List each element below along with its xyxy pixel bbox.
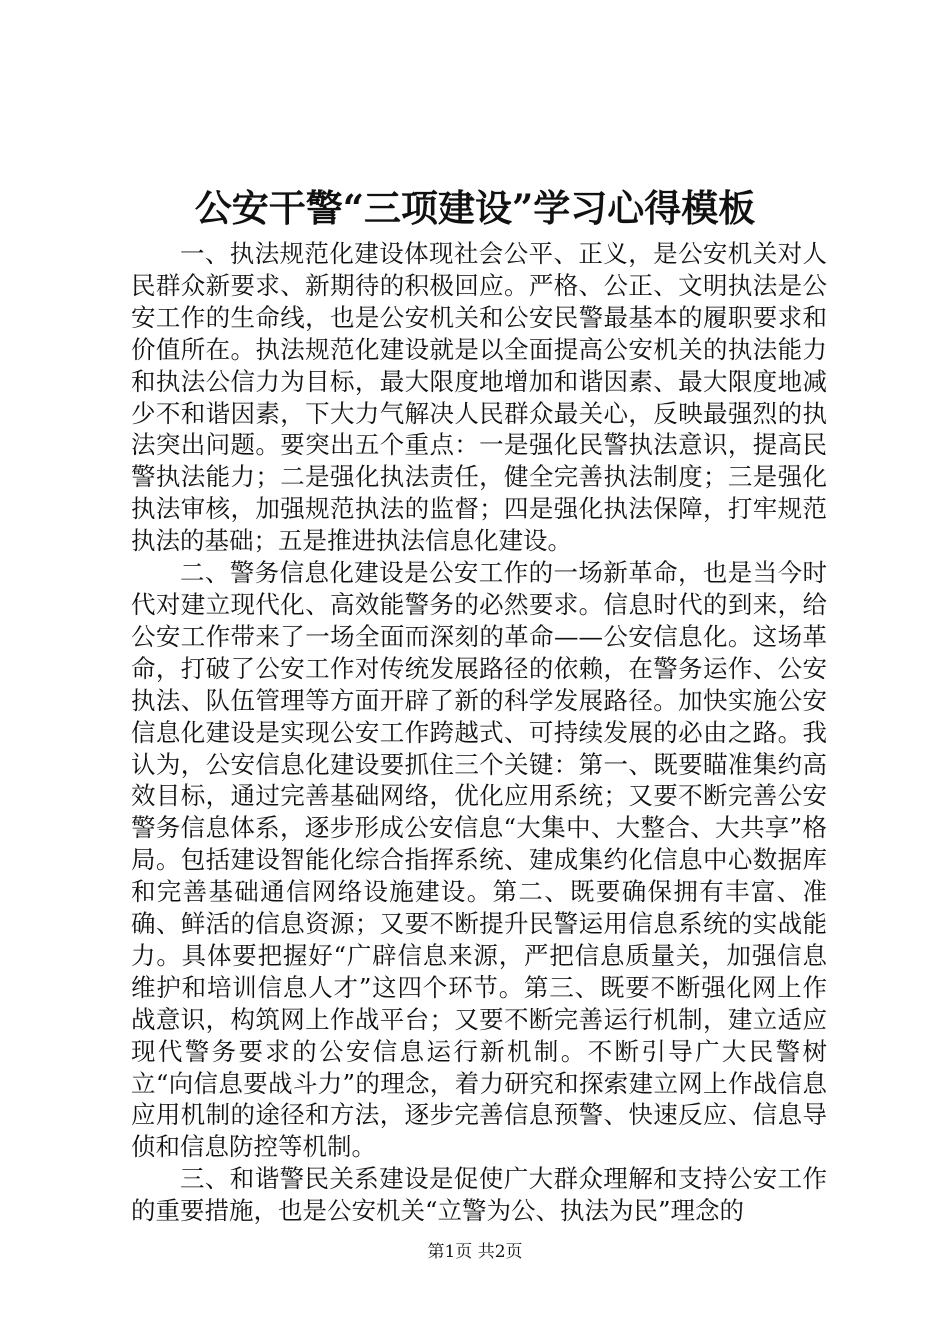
document-title: 公安干警“三项建设”学习心得模板 (194, 186, 756, 230)
paragraph-3: 三、和谐警民关系建设是促使广大群众理解和支持公安工作的重要措施，也是公安机关“立警为公、执法为民”理念的 (131, 1164, 827, 1226)
paragraph-1: 一、执法规范化建设体现社会公平、正义，是公安机关对人民群众新要求、新期待的积极回应。严格、公正、文明执法是公安工作的生命线，也是公安机关和公安民警最基本的履职要求和价值所在。执法规范化建设就是以全面提高公安机关的执法能力和执法公信力为目标，最大限度地增加和谐因素、最大限度地减少不和谐因素，下大力气解决人民群众最关心，反映最强烈的执法突出问题。要突出五个重点：一是强化民警执法意识，提高民警执法能力；二是强化执法责任，健全完善执法制度；三是强化执法审核，加强规范执法的监督；四是强化执法保障，打牢规范执法的基础；五是推进执法信息化建设。 (131, 239, 827, 556)
paragraph-2: 二、警务信息化建设是公安工作的一场新革命，也是当今时代对建立现代化、高效能警务的必然要求。信息时代的到来，给公安工作带来了一场全面而深刻的革命——公安信息化。这场革命，打破了公安工作对传统发展路径的依赖，在警务运作、公安执法、队伍管理等方面开辟了新的科学发展路径。加快实施公安信息化建设是实现公安工作跨越式、可持续发展的必由之路。我认为，公安信息化建设要抓住三个关键：第一、既要瞄准集约高效目标，通过完善基础网络，优化应用系统；又要不断完善公安警务信息体系，逐步形成公安信息“大集中、大整合、大共享”格局。包括建设智能化综合指挥系统、建成集约化信息中心数据库和完善基础通信网络设施建设。第二、既要确保拥有丰富、准确、鲜活的信息资源；又要不断提升民警运用信息系统的实战能力。具体要把握好“广辟信息来源，严把信息质量关，加强信息维护和培训信息人才”这四个环节。第三、既要不断强化网上作战意识，构筑网上作战平台；又要不断完善运行机制，建立适应现代警务要求的公安信息运行新机制。不断引导广大民警树立“向信息要战斗力”的理念，着力研究和探索建立网上作战信息应用机制的途径和方法，逐步完善信息预警、快速反应、信息导侦和信息防控等机制。 (131, 558, 827, 1162)
page-footer: 第1页 共2页 (427, 1242, 523, 1262)
document-body (131, 238, 827, 1227)
